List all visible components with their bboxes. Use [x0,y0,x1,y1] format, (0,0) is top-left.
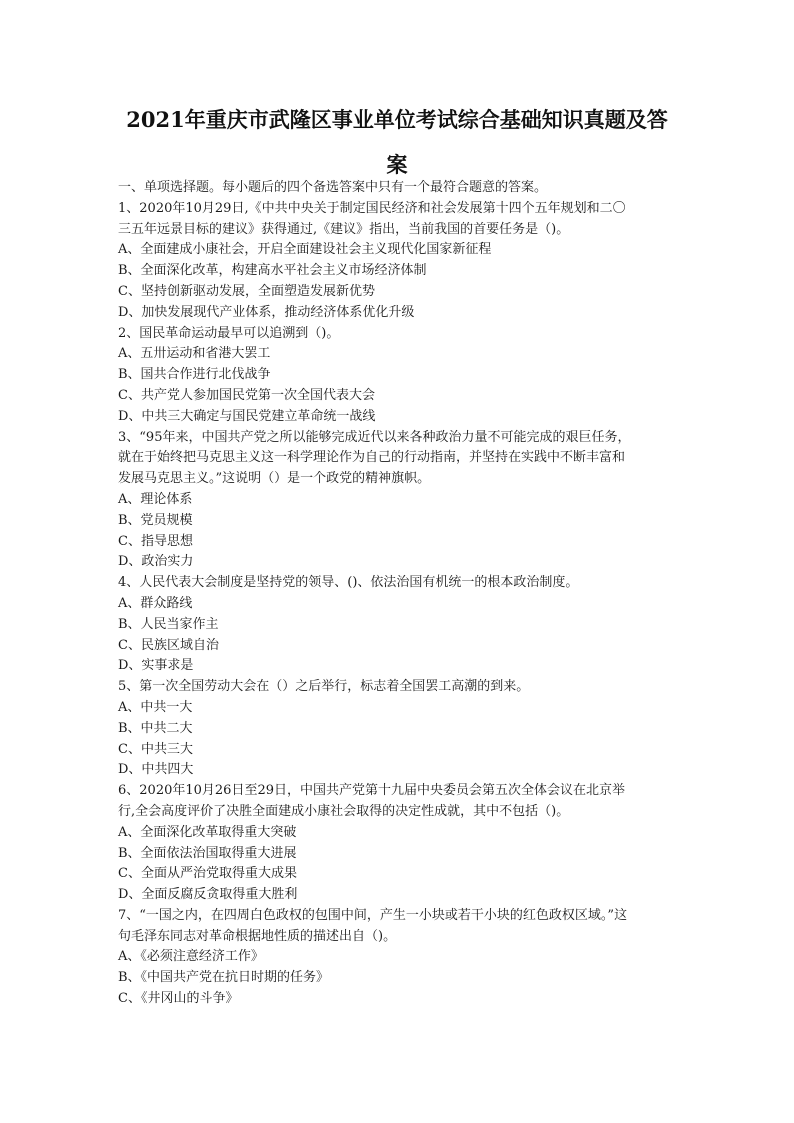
document-title [0,97,794,187]
question-4-option: A、群众路线 [118,595,193,611]
question-3-stem-line: 发展马克思主义。”这说明（）是一个政党的精神旗帜。 [118,471,431,487]
question-6-option: D、全面反腐反贪取得重大胜利 [118,887,298,903]
section-heading: 一、单项选择题。每小题后的四个备选答案中只有一个最符合题意的答案。 [118,180,548,195]
question-3-option: D、政治实力 [118,554,194,570]
question-2-stem-line: 2、国民革命运动最早可以追溯到（)。 [118,325,340,341]
question-4-option: B、人民当家作主 [118,616,219,632]
question-5-option: C、中共三大 [118,741,193,757]
question-3-option: C、指导思想 [118,533,193,549]
question-7-option: C、《井冈山的斗争》 [118,991,239,1007]
question-1-option: B、全面深化改革，构建高水平社会主义市场经济体制 [118,263,427,279]
question-7-stem-line: 句毛泽东同志对革命根据地性质的描述出自（)。 [118,928,397,944]
question-7-stem-line: 7、“一国之内，在四周白色政权的包围中间，产生一小块或若干小块的红色政权区域。”这 [118,907,628,923]
question-2-option: D、中共三大确定与国民党建立革命统一战线 [118,408,376,424]
title-line-2: 案 [386,152,408,177]
question-5-stem-line: 5、第一次全国劳动大会在（）之后举行，标志着全国罢工高潮的到来。 [118,679,530,695]
question-1-stem-line: 1、2020年10月29日,《中共中央关于制定国民经济和社会发展第十四个五年规划和二〇 [118,200,626,216]
question-4-option: C、民族区域自治 [118,637,219,653]
question-4-stem-line: 4、人民代表大会制度是坚持党的领导、()、依法治国有机统一的根本政治制度。 [118,575,579,591]
question-6-option: C、全面从严治党取得重大成果 [118,866,297,882]
question-3-option: A、理论体系 [118,491,193,507]
title-line-1: 2021年重庆市武隆区事业单位考试综合基础知识真题及答 [126,107,668,132]
question-6-stem-line: 6、2020年10月26日至29日，中国共产党第十九届中央委员会第五次全体会议在北京举 [118,783,625,799]
question-1-stem-line: 三五年远景目标的建议》获得通过,《建议》指出，当前我国的首要任务是（)。 [118,221,570,237]
question-7-option: B、《中国共产党在抗日时期的任务》 [118,970,330,986]
question-2-option: C、共产党人参加国民党第一次全国代表大会 [118,387,375,403]
question-7-option: A、《必须注意经济工作》 [118,949,264,965]
question-2-option: A、五卅运动和省港大罢工 [118,346,271,362]
question-1-option: C、坚持创新驱动发展，全面塑造发展新优势 [118,283,375,299]
question-5-option: B、中共二大 [118,720,193,736]
question-2-option: B、国共合作进行北伐战争 [118,367,271,383]
question-6-option: B、全面依法治国取得重大进展 [118,845,297,861]
question-1-option: A、全面建成小康社会，开启全面建设社会主义现代化国家新征程 [118,242,492,258]
question-5-option: A、中共一大 [118,699,193,715]
question-5-option: D、中共四大 [118,762,194,778]
question-4-option: D、实事求是 [118,658,194,674]
question-3-stem-line: 3、“95年来，中国共产党之所以能够完成近代以来各种政治力量不可能完成的艰巨任务， [118,429,631,445]
question-6-stem-line: 行,全会高度评价了决胜全面建成小康社会取得的决定性成就，其中不包括（)。 [118,803,570,819]
question-1-option: D、加快发展现代产业体系，推动经济体系优化升级 [118,304,415,320]
document-body [118,178,678,1010]
question-3-stem-line: 就在于始终把马克思主义这一科学理论作为自己的行动指南，并坚持在实践中不断丰富和 [118,450,626,466]
question-3-option: B、党员规模 [118,512,193,528]
question-6-option: A、全面深化改革取得重大突破 [118,824,297,840]
